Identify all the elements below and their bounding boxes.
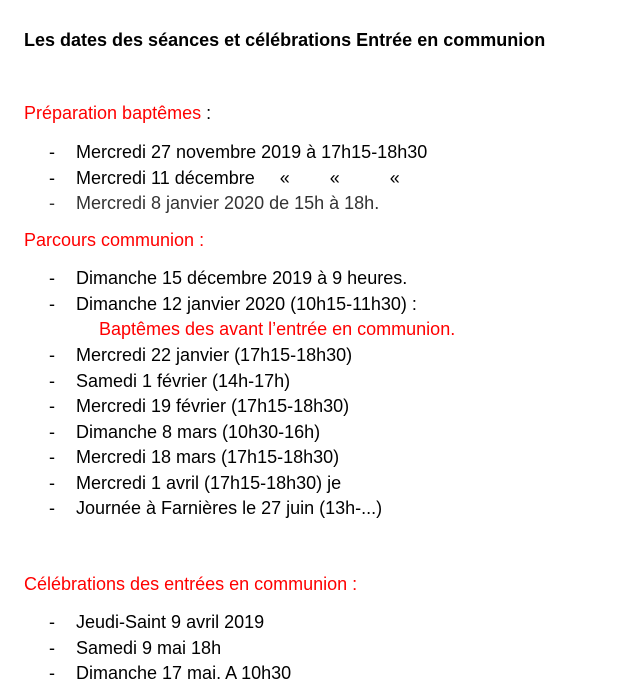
- section-heading-celebrations: Célébrations des entrées en communion :: [24, 574, 358, 594]
- list-item-text: Journée à Farnières le 27 juin (13h-...): [76, 498, 383, 518]
- list-item-text: Dimanche 12 janvier 2020 (10h15-11h30) :: [76, 293, 417, 314]
- bapteme-note: Baptêmes des avant l’entrée en communion.: [99, 319, 456, 339]
- bullet-dash: -: [49, 193, 55, 213]
- bullet-dash: -: [49, 637, 55, 658]
- bullet-dash: -: [49, 345, 55, 365]
- bullet-dash: -: [49, 268, 55, 288]
- list-item-text: Mercredi 18 mars (17h15-18h30): [76, 447, 340, 467]
- section-heading-preparation-baptemes: [24, 103, 211, 124]
- list-item-text: Dimanche 15 décembre 2019 à 9 heures.: [76, 268, 408, 288]
- list-item-text: Samedi 1 février (14h-17h): [76, 370, 291, 391]
- list-item-text: Mercredi 8 janvier 2020 de 15h à 18h.: [76, 193, 380, 213]
- list-item-text: Mercredi 22 janvier (17h15-18h30): [76, 345, 353, 365]
- bullet-dash: -: [49, 421, 55, 442]
- list-item-text: Dimanche 8 mars (10h30-16h): [76, 421, 321, 442]
- list-item-text: Samedi 9 mai 18h: [76, 637, 222, 658]
- heading-colon: :: [201, 103, 212, 123]
- bullet-dash: -: [49, 472, 55, 493]
- bullet-dash: -: [49, 663, 55, 683]
- bullet-dash: -: [49, 370, 55, 391]
- list-item-text: Jeudi-Saint 9 avril 2019: [76, 612, 265, 632]
- bullet-dash: -: [49, 167, 55, 188]
- heading-text: Préparation baptêmes: [24, 103, 202, 123]
- bullet-dash: -: [49, 612, 55, 632]
- bullet-dash: -: [49, 396, 55, 416]
- bullet-dash: -: [49, 142, 55, 162]
- section-heading-parcours-communion: Parcours communion :: [24, 230, 205, 250]
- list-item-text: Mercredi 27 novembre 2019 à 17h15-18h30: [76, 142, 428, 162]
- bullet-dash: -: [49, 293, 55, 314]
- list-item-text: Mercredi 1 avril (17h15-18h30) je: [76, 472, 342, 493]
- bullet-dash: -: [49, 498, 55, 518]
- document-title: Les dates des séances et célébrations Entrée en communion: [24, 30, 546, 50]
- bullet-dash: -: [49, 447, 55, 467]
- list-item-text: Mercredi 19 février (17h15-18h30): [76, 396, 350, 416]
- list-item-text: Mercredi 11 décembre « « «: [76, 167, 400, 188]
- list-item-text: Dimanche 17 mai. A 10h30: [76, 663, 292, 683]
